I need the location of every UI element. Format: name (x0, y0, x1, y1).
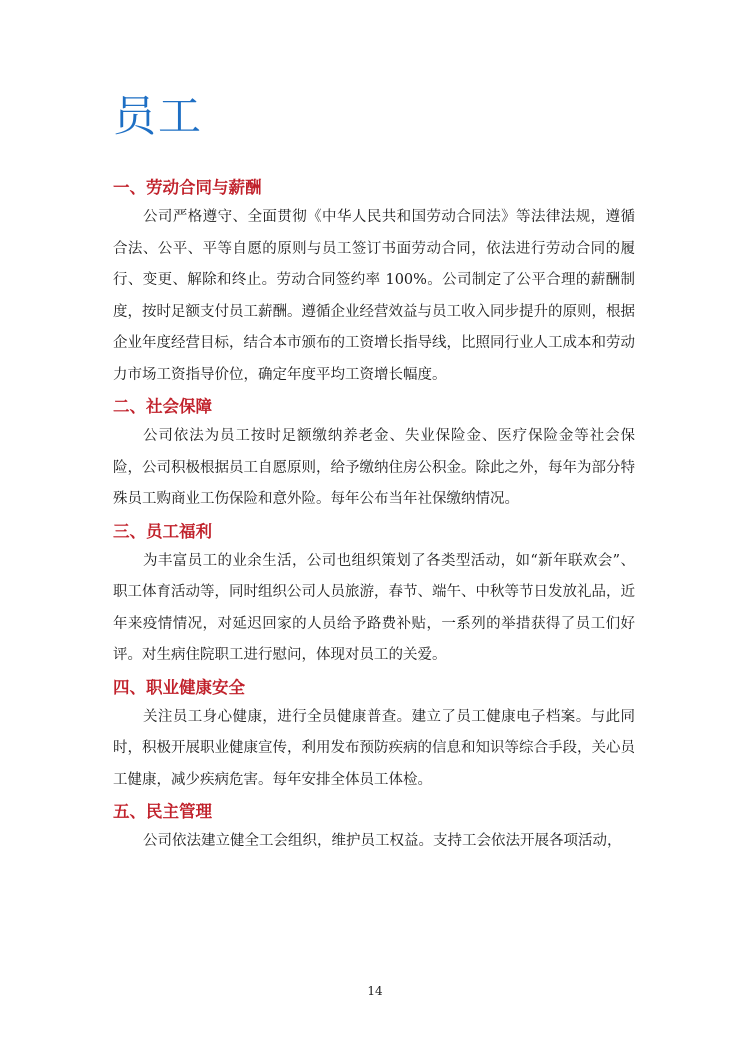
section-heading: 二、社会保障 (113, 397, 212, 416)
section-paragraph: 为丰富员工的业余生活，公司也组织策划了各类型活动，如“新年联欢会”、职工体育活动等，同时组织公司人员旅游，春节、端午、中秋等节日发放礼品，近年来疫情情况，对延迟回家的人员给予路费补贴，一系列的举措获得了员工们好评。对生病住院职工进行慰问，体现对员工的关爱。 (113, 552, 635, 663)
section-paragraph: 关注员工身心健康，进行全员健康普查。建立了员工健康电子档案。与此同时，积极开展职业健康宣传，利用发布预防疾病的信息和知识等综合手段，关心员工健康，减少疾病危害。每年安排全体员工体检。 (113, 708, 635, 788)
section-heading: 三、员工福利 (113, 521, 212, 541)
section-paragraph: 公司依法为员工按时足额缴纳养老金、失业保险金、医疗保险金等社会保险，公司积极根据员工自愿原则，给予缴纳住房公积金。除此之外，每年为部分特殊员工购商业工伤保险和意外险。每年公布当年社保缴纳情况。 (113, 428, 635, 507)
section-democratic-management (113, 798, 635, 858)
section-heading: 四、职业健康安全 (113, 677, 245, 697)
section-employee-welfare (113, 518, 635, 672)
section-paragraph: 公司依法建立健全工会组织，维护员工权益。支持工会依法开展各项活动， (143, 833, 622, 849)
section-heading: 一、劳动合同与薪酬 (113, 178, 262, 197)
section-paragraph: 公司严格遵守、全面贯彻《中华人民共和国劳动合同法》等法律法规，遵循合法、公平、平等自愿的原则与员工签订书面劳动合同，依法进行劳动合同的履行、变更、解除和终止。劳动合同签约率 100%。公司制定了公平合理的薪酬制度，按时足额支付员工薪酬。遵循企业经营效益与员工收入同步提升的原则，根据企业年度经营目标，结合本市颁布的工资增长指导线，比照同行业人工成本和劳动力市场工资指导价位，确定年度平均工资增长幅度。 (113, 209, 635, 383)
section-labor-contract (113, 174, 635, 391)
section-heading: 五、民主管理 (113, 802, 212, 821)
page-number: 14 (367, 984, 383, 998)
section-social-security (113, 393, 635, 516)
section-occupational-health (113, 674, 635, 797)
document-body (113, 174, 635, 860)
page-title: 员工 (113, 92, 203, 142)
